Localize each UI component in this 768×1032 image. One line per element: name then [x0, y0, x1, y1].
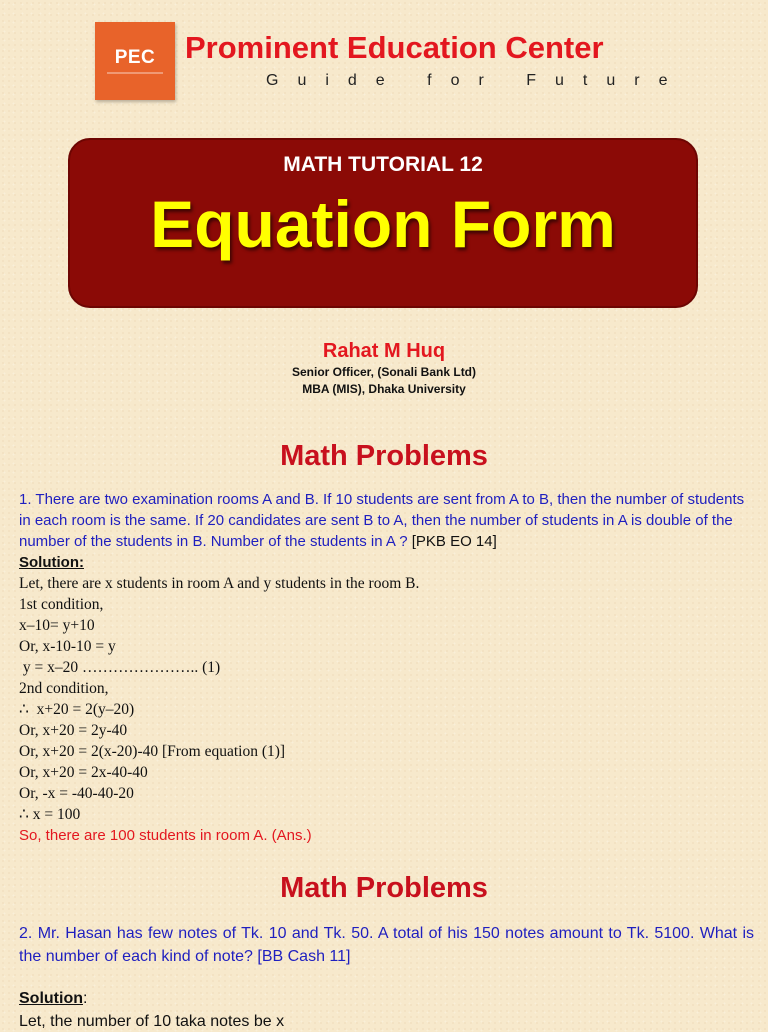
solution-1 — [19, 552, 754, 846]
solution-step: Or, x+20 = 2(x-20)-40 [From equation (1)] — [19, 743, 286, 760]
solution-1-label: Solution: — [19, 554, 84, 571]
solution-step: Or, x+20 = 2y-40 — [19, 722, 128, 739]
tutorial-label: MATH TUTORIAL 12 — [283, 153, 483, 176]
problem-2-text: 2. Mr. Hasan has few notes of Tk. 10 and Tk. 50. A total of his 150 notes amount to Tk. 5100. What is the number of each kind of note? [BB Cash 11] — [19, 925, 754, 965]
solution-step: Or, -x = -40-40-20 — [19, 785, 134, 802]
problem-1 — [19, 489, 754, 552]
solution-step: Or, x+20 = 2x-40-40 — [19, 764, 148, 781]
author-block — [0, 338, 768, 398]
solution-1-answer: So, there are 100 students in room A. (Ans.) — [19, 827, 312, 844]
solution-step: Let, there are x students in room A and y students in the room B. — [19, 575, 420, 592]
solution-2-label: Solution — [19, 990, 83, 1007]
author-position: Senior Officer, (Sonali Bank Ltd) — [291, 365, 477, 379]
logo-underline — [107, 72, 163, 74]
solution-step: y = x–20 ………………….. (1) — [19, 659, 221, 676]
section-heading-1: Math Problems — [280, 440, 488, 472]
solution-step: Let, the number of 10 taka notes be x — [19, 1013, 285, 1030]
solution-step: ∴ x = 100 — [19, 806, 81, 823]
solution-2 — [19, 988, 754, 1032]
solution-step: 1st condition, — [19, 596, 104, 613]
author-name: Rahat M Huq — [322, 340, 446, 362]
pec-logo — [95, 22, 175, 100]
problem-1-text: 1. There are two examination rooms A and B. If 10 students are sent from A to B, then the number of students in each room is the same. If 20 candidates are sent B to A, then the number of students in A is double of the number of the students in B. Number of the students in A ? — [19, 491, 745, 550]
page-title: Equation Form — [150, 187, 616, 261]
title-banner — [68, 138, 698, 308]
solution-step: x–10= y+10 — [19, 617, 95, 634]
section-heading-2: Math Problems — [280, 872, 488, 904]
logo-text: PEC — [114, 47, 156, 68]
org-name: Prominent Education Center — [185, 30, 604, 65]
solution-step: Or, x-10-10 = y — [19, 638, 116, 655]
solution-2-colon: : — [82, 990, 88, 1007]
problem-1-reference: [PKB EO 14] — [407, 533, 497, 550]
solution-step: ∴ x+20 = 2(y–20) — [19, 701, 135, 718]
solution-step: 2nd condition, — [19, 680, 109, 697]
org-tagline: Guide for Future — [266, 72, 687, 89]
author-degree: MBA (MIS), Dhaka University — [302, 382, 466, 396]
problem-2 — [19, 922, 754, 968]
